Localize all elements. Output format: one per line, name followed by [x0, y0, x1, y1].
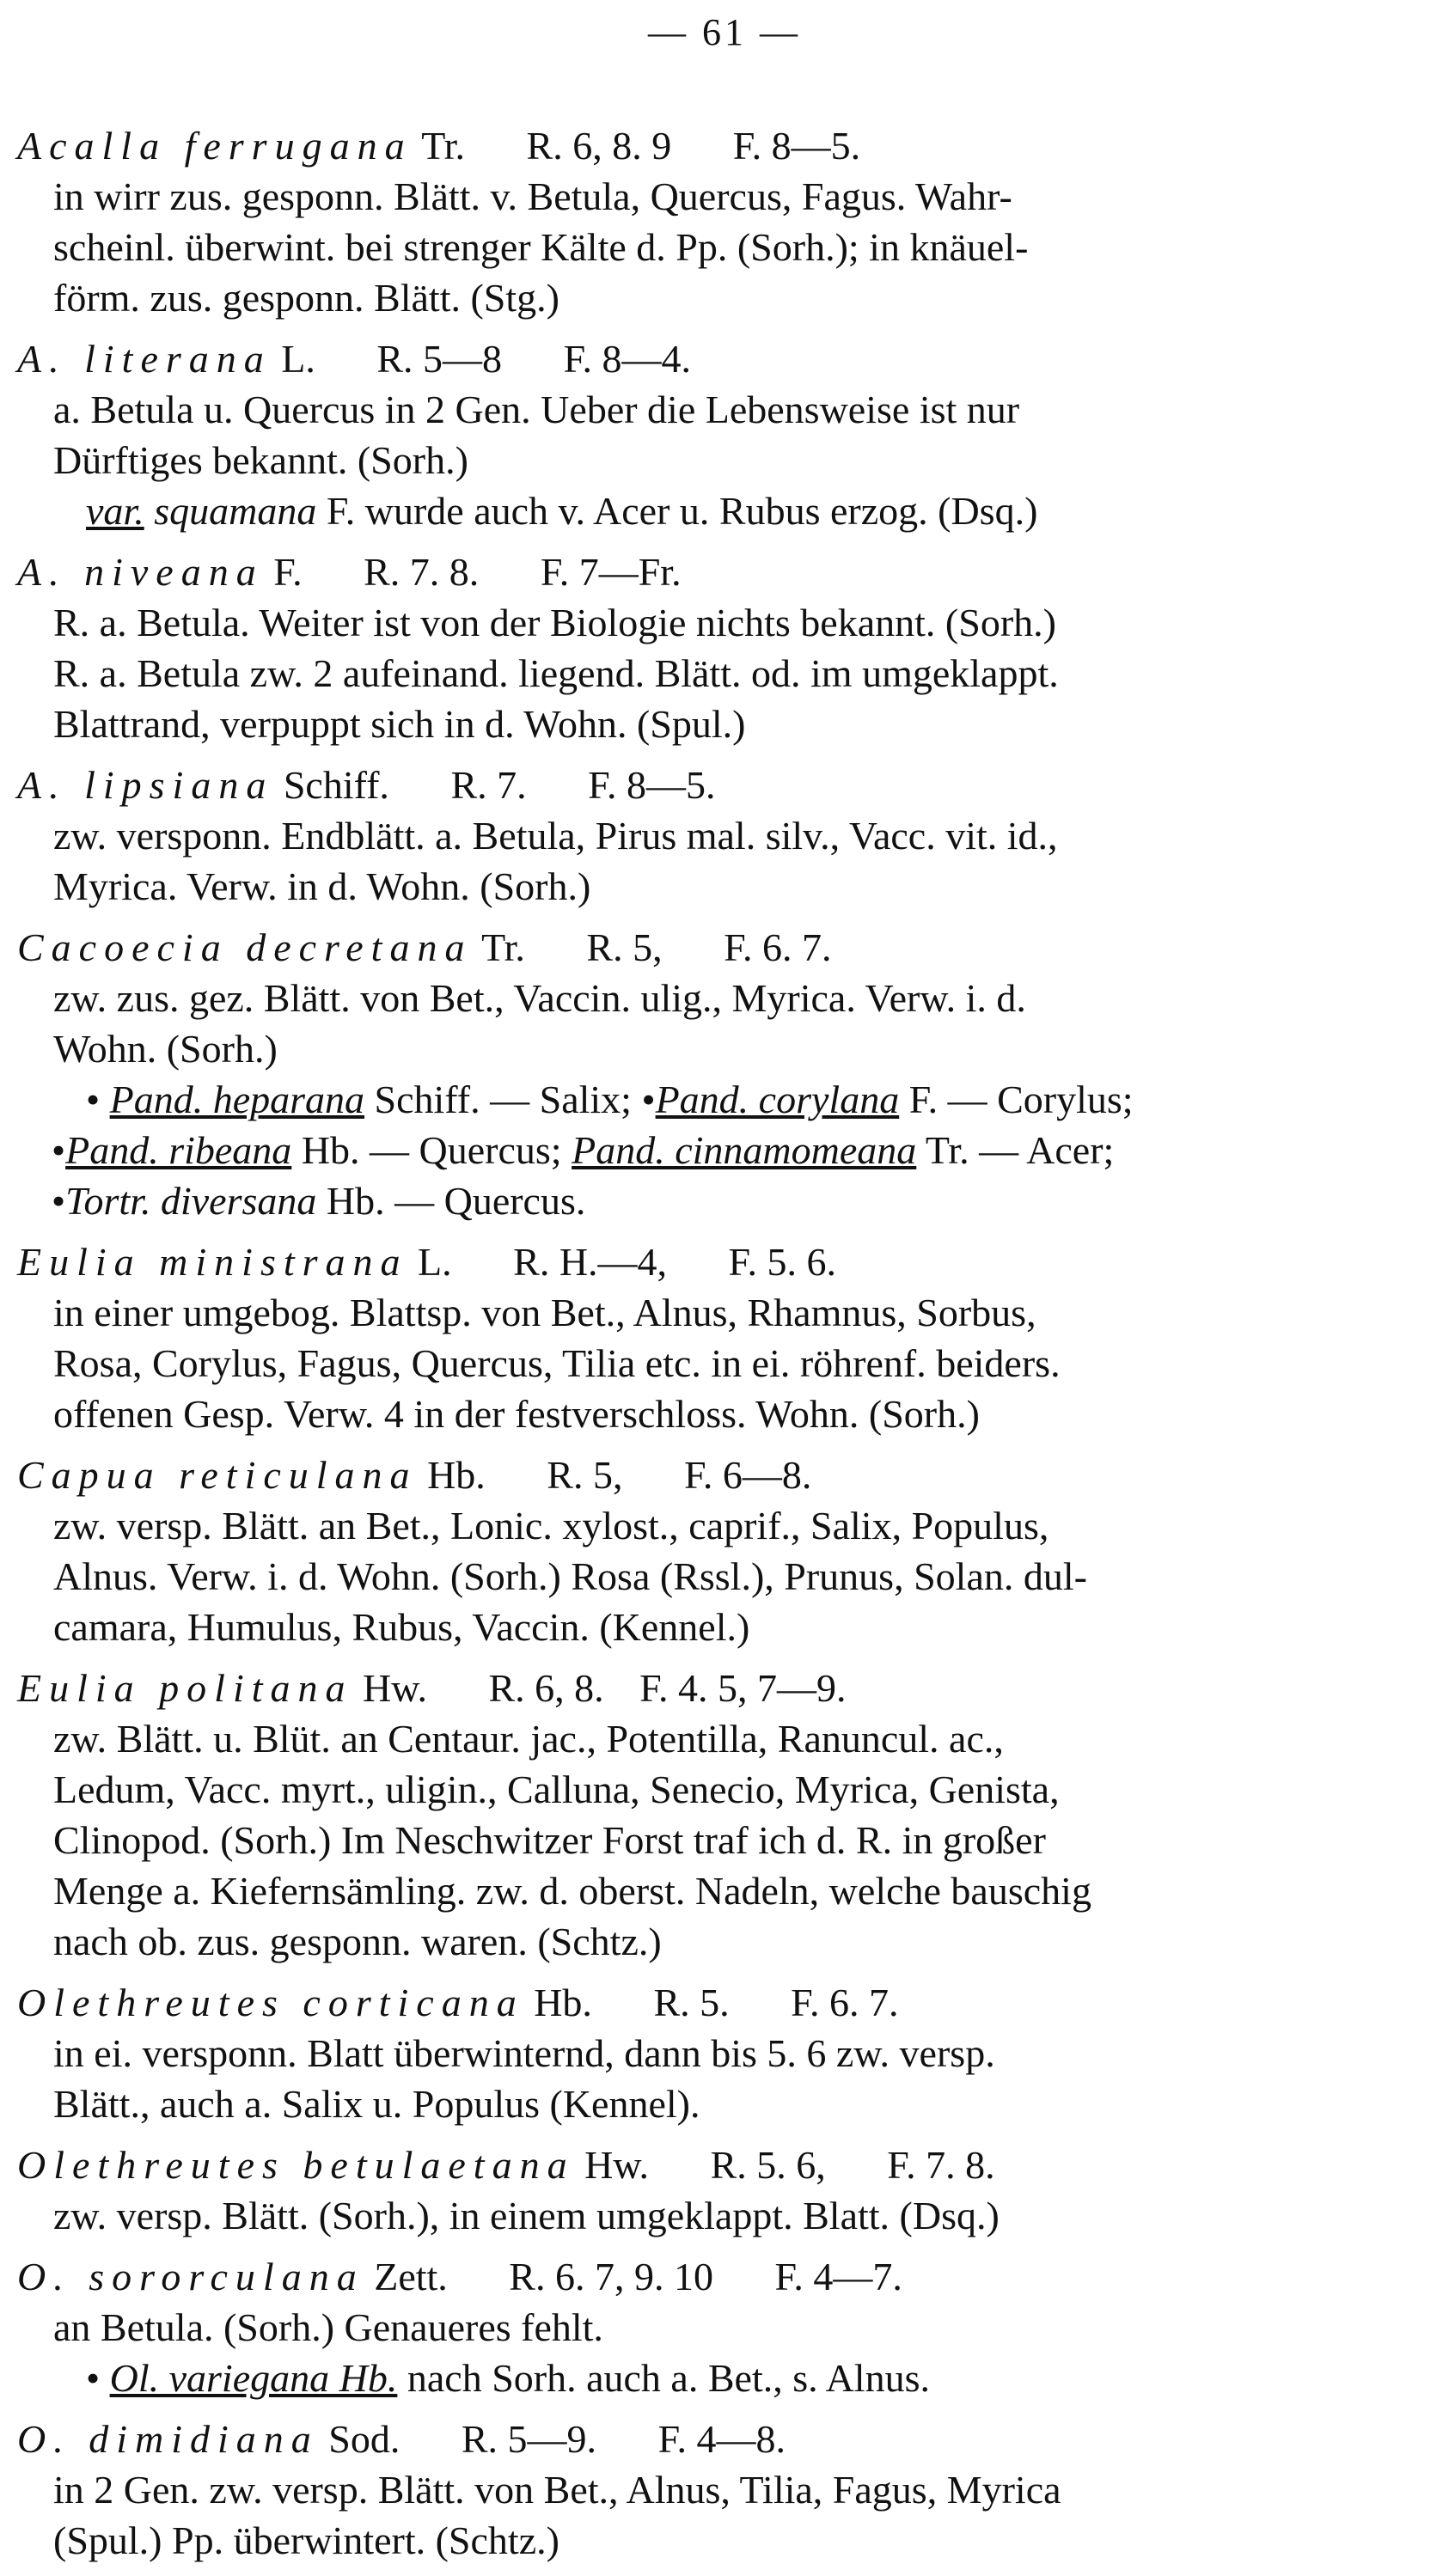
flight-period: F. 7—Fr.	[540, 550, 682, 594]
entry-text-line: Myrica. Verw. in d. Wohn. (Sorh.)	[53, 864, 591, 908]
larva-period: R. 6. 7, 9. 10	[509, 2255, 713, 2298]
species-author: Zett.	[374, 2255, 448, 2298]
species-author: Hb.	[534, 1981, 592, 2024]
flight-period: F. 5. 6.	[728, 1240, 836, 1284]
note-line	[17, 1125, 1418, 1175]
species-author: F.	[273, 550, 303, 594]
entry-text-line: (Spul.) Pp. überwintert. (Schtz.)	[53, 2518, 559, 2562]
note-species: Tortr. diversana	[65, 1179, 317, 1223]
species-author: Hw.	[363, 1666, 427, 1710]
bullet-icon: •	[86, 1077, 101, 1121]
entry-text-line: Alnus. Verw. i. d. Wohn. (Sorh.) Rosa (Rssl.), Prunus, Solan. dul-	[53, 1554, 1087, 1598]
variety-line	[17, 485, 1418, 536]
note-host: Tr. — Acer;	[925, 1128, 1115, 1172]
entry-text-line: Blattrand, verpuppt sich in d. Wohn. (Spul.)	[53, 702, 746, 746]
species-name: Acalla ferrugana	[17, 124, 413, 168]
species-author: Hw.	[584, 2143, 650, 2187]
larva-period: R. 7. 8.	[364, 550, 480, 594]
bullet-icon: •	[52, 1128, 66, 1172]
species-name: Olethreutes corticana	[17, 1981, 524, 2024]
species-entry	[17, 1450, 1418, 1652]
flight-period: F. 4—7.	[774, 2255, 902, 2298]
entry-text-line: zw. versponn. Endblätt. a. Betula, Pirus mal. silv., Vacc. vit. id.,	[53, 814, 1058, 858]
variety-label: var.	[86, 489, 144, 533]
entry-text-line: Wohn. (Sorh.)	[53, 1027, 278, 1071]
entry-text-line: in wirr zus. gesponn. Blätt. v. Betula, Quercus, Fagus. Wahr-	[53, 174, 1012, 218]
flight-period: F. 4—8.	[657, 2417, 786, 2461]
entry-text-line: Ledum, Vacc. myrt., uligin., Calluna, Senecio, Myrica, Genista,	[53, 1767, 1060, 1811]
flight-period: F. 8—5.	[588, 763, 716, 807]
species-name: A. lipsiana	[17, 763, 274, 807]
note-line	[17, 1175, 1418, 1226]
entry-text-line: nach ob. zus. gesponn. waren. (Schtz.)	[53, 1920, 662, 1963]
entry-heading	[17, 333, 1418, 384]
species-author: Sod.	[328, 2417, 400, 2461]
note-host: Schiff. — Salix;	[374, 1077, 632, 1121]
species-entry	[17, 2414, 1418, 2566]
species-entry	[17, 1663, 1418, 1967]
larva-period: R. 6, 8. 9	[526, 124, 672, 168]
note-line	[17, 2353, 1418, 2403]
entry-text-line: in ei. versponn. Blatt überwinternd, dann bis 5. 6 zw. versp.	[53, 2031, 995, 2075]
entry-heading	[17, 1236, 1418, 1287]
flight-period: F. 8—4.	[563, 337, 691, 381]
entry-heading	[17, 922, 1418, 973]
species-author: Schiff.	[283, 763, 389, 807]
species-entry	[17, 1236, 1418, 1439]
note-species: Pand. heparana	[109, 1077, 365, 1121]
entry-heading	[17, 1977, 1418, 2028]
species-entry	[17, 1977, 1418, 2129]
note-line	[17, 1074, 1418, 1125]
bullet-icon: •	[86, 2356, 101, 2400]
entry-text-line: zw. Blätt. u. Blüt. an Centaur. jac., Potentilla, Ranuncul. ac.,	[53, 1717, 1004, 1761]
entry-text-line: zw. versp. Blätt. an Bet., Lonic. xylost., caprif., Salix, Populus,	[53, 1504, 1049, 1547]
species-list	[17, 120, 1418, 2576]
larva-period: R. 5,	[547, 1453, 623, 1497]
species-name: Olethreutes betulaetana	[17, 2143, 575, 2187]
bullet-icon: •	[52, 1179, 66, 1223]
species-entry	[17, 2140, 1418, 2241]
species-author: L.	[418, 1240, 452, 1284]
entry-text-line: in 2 Gen. zw. versp. Blätt. von Bet., Alnus, Tilia, Fagus, Myrica	[53, 2468, 1061, 2512]
entry-heading	[17, 1450, 1418, 1500]
page-number: — 61 —	[648, 11, 801, 53]
note-host: Hb. — Quercus;	[301, 1128, 562, 1172]
note-species: Pand. corylana	[655, 1077, 900, 1121]
entry-text-line: a. Betula u. Quercus in 2 Gen. Ueber die Lebensweise ist nur	[53, 388, 1020, 431]
note-host: F. — Corylus;	[908, 1077, 1134, 1121]
variety-text: F. wurde auch v. Acer u. Rubus erzog. (Dsq.)	[326, 489, 1038, 533]
entry-text-line: Rosa, Corylus, Fagus, Quercus, Tilia etc. in ei. röhrenf. beiders.	[53, 1341, 1061, 1385]
entry-heading	[17, 2140, 1418, 2190]
species-name: O. sororculana	[17, 2255, 364, 2298]
species-name: A. literana	[17, 337, 272, 381]
entry-text-line: R. a. Betula. Weiter ist von der Biologie nichts bekannt. (Sorh.)	[53, 601, 1056, 644]
note-species: Pand. cinnamomeana	[572, 1128, 917, 1172]
note-species: Pand. ribeana	[65, 1128, 292, 1172]
species-name: Cacoecia decretana	[17, 925, 473, 969]
entry-text-line: Dürftiges bekannt. (Sorh.)	[53, 438, 468, 482]
entry-text-line: zw. versp. Blätt. (Sorh.), in einem umgeklappt. Blatt. (Dsq.)	[53, 2194, 1000, 2237]
species-name: O. dimidiana	[17, 2417, 319, 2461]
species-entry	[17, 120, 1418, 323]
species-entry	[17, 333, 1418, 536]
entry-text-line: camara, Humulus, Rubus, Vaccin. (Kennel.)	[53, 1605, 750, 1649]
larva-period: R. 5.	[653, 1981, 730, 2024]
flight-period: F. 7. 8.	[887, 2143, 995, 2187]
larva-period: R. 5,	[586, 925, 663, 969]
entry-heading	[17, 546, 1418, 597]
flight-period: F. 6. 7.	[724, 925, 832, 969]
bullet-icon: •	[641, 1077, 656, 1121]
species-entry	[17, 2251, 1418, 2403]
entry-text-line: Menge a. Kiefernsämling. zw. d. oberst. Nadeln, welche bauschig	[53, 1869, 1091, 1913]
note-host: Hb. — Quercus.	[326, 1179, 586, 1223]
entry-heading	[17, 2414, 1418, 2464]
entry-text-line: offenen Gesp. Verw. 4 in der festverschloss. Wohn. (Sorh.)	[53, 1392, 980, 1436]
entry-text-line: an Betula. (Sorh.) Genaueres fehlt.	[53, 2305, 603, 2349]
note-species: Ol. variegana Hb.	[109, 2356, 398, 2400]
larva-period: R. 5. 6,	[710, 2143, 826, 2187]
entry-text-line: zw. zus. gez. Blätt. von Bet., Vaccin. ulig., Myrica. Verw. i. d.	[53, 976, 1026, 1020]
species-name: Eulia ministrana	[17, 1240, 408, 1284]
larva-period: R. 5—9.	[461, 2417, 597, 2461]
entry-heading	[17, 120, 1418, 171]
variety-name: squamana	[154, 489, 317, 533]
species-name: Eulia politana	[17, 1666, 353, 1710]
entry-text-line: in einer umgebog. Blattsp. von Bet., Alnus, Rhamnus, Sorbus,	[53, 1291, 1036, 1334]
species-name: Capua reticulana	[17, 1453, 418, 1497]
entry-text-line: R. a. Betula zw. 2 aufeinand. liegend. Blätt. od. im umgeklappt.	[53, 651, 1059, 695]
species-entry	[17, 922, 1418, 1226]
species-entry	[17, 546, 1418, 749]
species-entry	[17, 760, 1418, 912]
entry-heading	[17, 2251, 1418, 2302]
note-text: nach Sorh. auch a. Bet., s. Alnus.	[407, 2356, 930, 2400]
species-author: Tr.	[421, 124, 466, 168]
larva-period: R. H.—4,	[513, 1240, 668, 1284]
species-author: Hb.	[427, 1453, 486, 1497]
entry-heading	[17, 1663, 1418, 1713]
species-author: Tr.	[481, 925, 525, 969]
larva-period: R. 7.	[450, 763, 527, 807]
entry-heading	[17, 760, 1418, 810]
larva-period: R. 5—8	[376, 337, 503, 381]
flight-period: F. 8—5.	[732, 124, 861, 168]
entry-text-line: Blätt., auch a. Salix u. Populus (Kennel).	[53, 2082, 700, 2126]
flight-period: F. 4. 5, 7—9.	[639, 1666, 847, 1710]
species-name: A. niveana	[17, 550, 264, 594]
flight-period: F. 6—8.	[683, 1453, 812, 1497]
entry-text-line: förm. zus. gesponn. Blätt. (Stg.)	[53, 276, 559, 320]
entry-text-line: Clinopod. (Sorh.) Im Neschwitzer Forst traf ich d. R. in großer	[53, 1818, 1046, 1862]
species-author: L.	[281, 337, 315, 381]
flight-period: F. 6. 7.	[791, 1981, 899, 2024]
entry-text-line: scheinl. überwint. bei strenger Kälte d. Pp. (Sorh.); in knäuel-	[53, 225, 1029, 269]
larva-period: R. 6, 8.	[488, 1666, 604, 1710]
